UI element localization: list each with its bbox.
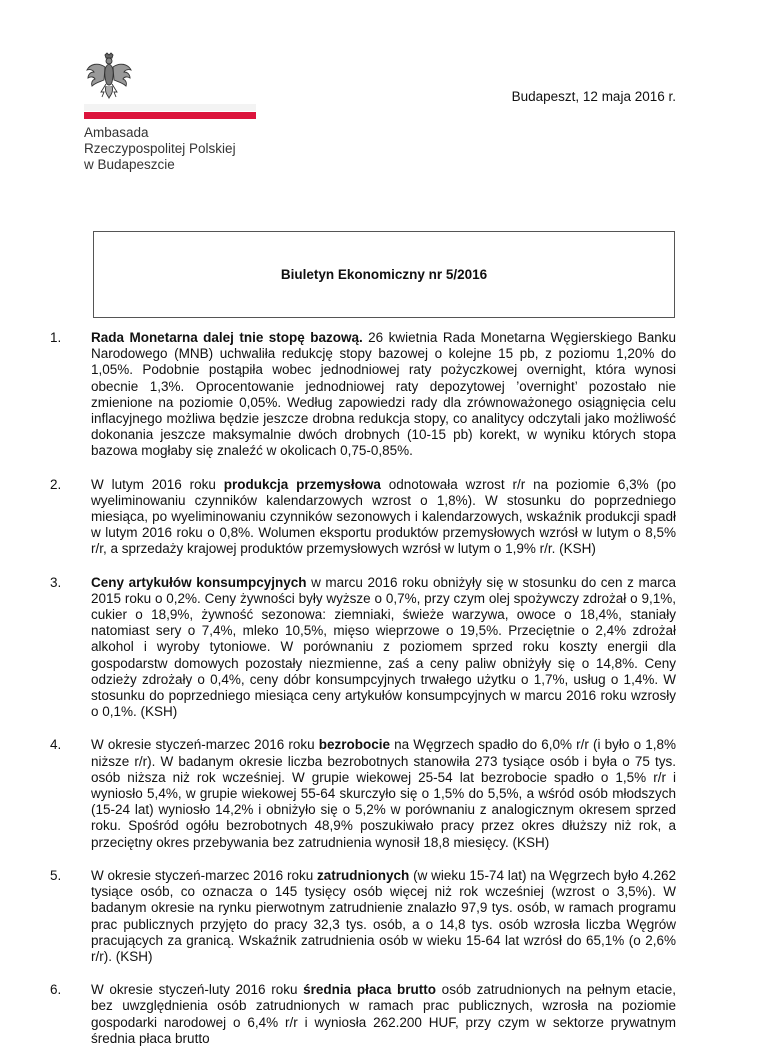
item-text: W okresie styczeń-luty 2016 roku średnia płaca brutto osób zatrudnionych na pełnym etacie, bez uwzględnienia osób zatrudnionych w ramach prac publicznych, wzrosła na poziomie gospodarki narodowej o 6,4% r/r i wyniosła 262.200 HUF, przy czym w sektorze prywatnym średnia płaca brutto <box>91 982 676 1046</box>
bulletin-title: Biuletyn Ekonomiczny nr 5/2016 <box>280 267 488 282</box>
item-text: W lutym 2016 roku produkcja przemysłowa odnotowała wzrost r/r na poziomie 6,3% (po wyeliminowaniu czynników kalendarzowych wzrost o 1,8%). W stosunku do poprzedniego miesiąca, po wyeliminowaniu czynników sezonowych i kalendarzowych, wskaźnik produkcji spadł w lutym 2016 roku o 0,8%. Wolumen eksportu produktów przemysłowych wzrósł w lutym o 8,5% r/r, a sprzedaży krajowej produktów przemysłowych wzrósł w lutym o 1,9% r/r. (KSH) <box>91 476 676 557</box>
bulletin-title-box <box>93 231 675 318</box>
document-date: Budapeszt, 12 maja 2016 r. <box>511 89 676 104</box>
bulletin-item <box>50 575 676 721</box>
embassy-line: w Budapeszcie <box>84 157 175 172</box>
bulletin-item <box>50 982 676 1047</box>
item-text: Rada Monetarna dalej tnie stopę bazową. 26 kwietnia Rada Monetarna Węgierskiego Banku Narodowego (MNB) uchwaliła redukcję stopy bazowej o kolejne 15 pb, z poziomu 1,20% do 1,05%. Podobnie postąpiła wobec jednodniowej raty pożyczkowej overnight, która wynosi obecnie 1,3%. Oprocentowanie jednodniowej raty depozytowej ’overnight’ pozostało nie zmienione na poziomie 0,05%. Według zapowiedzi rady dla zrównoważonego osiągnięcia celu inflacyjnego możliwa będzie jeszcze drobna redukcja stopy, co analitycy odczytali jako możliwość dokonania jeszcze maksymalnie dwóch drobnych (10-15 pb) korekt, w wyniku których stopa bazowa mogłaby się znaleźć w okolicach 0,75-0,85%. <box>91 330 677 459</box>
item-keyword: Rada Monetarna dalej tnie stopę bazową. <box>91 330 363 345</box>
item-number: 1. <box>50 330 62 345</box>
item-keyword: bezrobocie <box>318 737 391 753</box>
bulletin-item <box>50 477 676 558</box>
bulletin-item <box>50 330 676 460</box>
bulletin-items <box>50 330 676 1064</box>
item-keyword: zatrudnionych <box>317 867 410 883</box>
embassy-line: Rzeczypospolitej Polskiej <box>84 141 236 156</box>
flag-white-stripe <box>84 104 256 111</box>
item-text: W okresie styczeń-marzec 2016 roku bezrobocie na Węgrzech spadło do 6,0% r/r (i było o 1,8% niższe r/r). W badanym okresie liczba bezrobotnych stanowiła 273 tysiące osób i była o 75 tys. osób niższa niż rok wcześniej. W grupie wiekowej 25-54 lat bezrobocie spadło o 1,5% r/r i wyniosło 5,4%, w grupie wiekowej 55-64 skurczyło się o 1,5% do 5,5%, a wśród osób młodszych (15-24 lat) wyniosło 14,2% i obniżyło się o 5,2% w porównaniu z analogicznym okresem sprzed roku. Spośród ogółu bezrobotnych 48,9% poszukiwało pracy przez okres dłuższy niż rok, a przeciętny okres przebywania bez zatrudnienia wynosił 18,8 miesięcy. (KSH) <box>91 737 676 850</box>
embassy-line: Ambasada <box>84 125 149 140</box>
item-keyword: produkcja przemysłowa <box>223 476 381 492</box>
item-keyword: średnia płaca brutto <box>303 982 437 998</box>
item-number: 5. <box>50 867 62 883</box>
item-number: 4. <box>50 737 62 753</box>
embassy-name <box>84 125 236 173</box>
item-text: Ceny artykułów konsumpcyjnych w marcu 2016 roku obniżyły się w stosunku do cen z marca 2015 roku o 0,2%. Ceny żywności były wyższe o 0,7%, przy czym olej spożywczy zdrożał o 9,1%, cukier o 18,9%, żywność sezonowa: ziemniaki, świeże warzywa, owoce o 18,4%, staniały natomiast sery o 7,4%, mleko 10,5%, mięso wieprzowe o 19,5%. Przeciętnie o 2,4% zdrożał alkohol i wyroby tytoniowe. W porównaniu z poziomem sprzed roku koszty energii dla gospodarstw domowych pozostały niezmienne, zaś a ceny paliw obniżyły się o 14,8%. Ceny odzieży zdrożały o 0,4%, ceny dóbr konsumpcyjnych trwałego użytku o 1,7%, usług o 1,4%. W stosunku do poprzedniego miesiąca ceny artykułów konsumpcyjnych w marcu 2016 roku wzrosły o 0,1%. (KSH) <box>91 574 676 720</box>
bulletin-item <box>50 868 676 965</box>
item-number: 3. <box>50 574 62 590</box>
flag-red-stripe <box>84 112 256 119</box>
item-keyword: Ceny artykułów konsumpcyjnych <box>91 574 307 590</box>
item-text: W okresie styczeń-marzec 2016 roku zatrudnionych (w wieku 15-74 lat) na Węgrzech było 4.262 tysiące osób, co oznacza o 145 tysięcy osób więcej niż rok wcześniej (wzrost o 3,5%). W badanym okresie na rynku pierwotnym zatrudnienie znalazło 97,9 tys. osób, w ramach programu prac publicznych przyjęto do pracy 32,3 tys. osób, a o 14,8 tys. osób wzrosła liczba Węgrów pracujących za granicą. Wskaźnik zatrudnienia osób w wieku 15-64 lat wzrósł do 65,1% (o 2,6% r/r). (KSH) <box>91 867 676 964</box>
item-number: 6. <box>50 982 62 998</box>
item-number: 2. <box>50 476 62 492</box>
polish-eagle-emblem-icon <box>84 52 134 100</box>
bulletin-item <box>50 737 676 850</box>
